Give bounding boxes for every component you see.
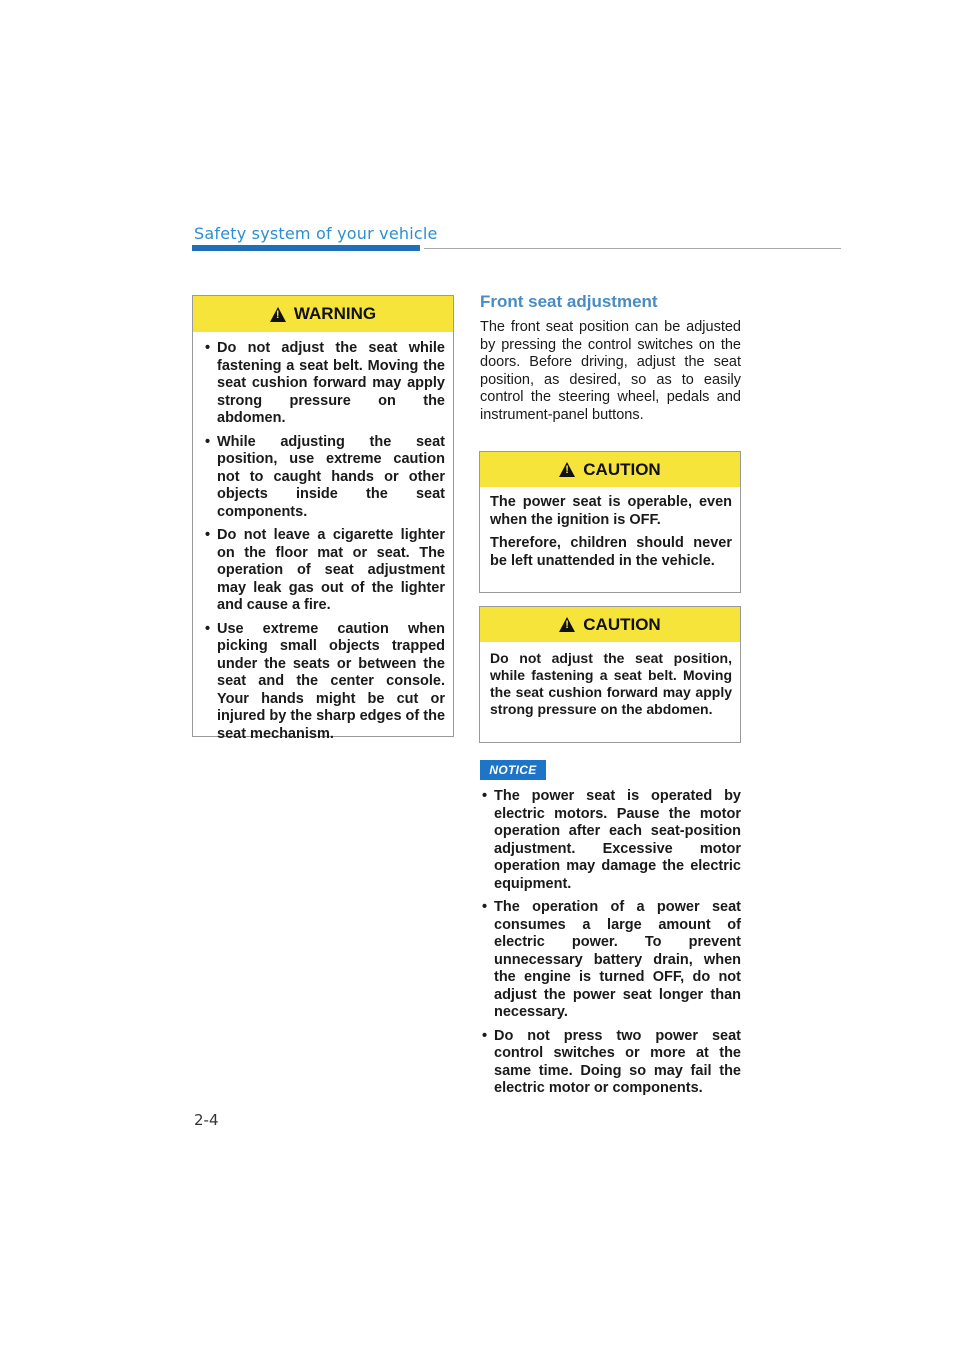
intro-paragraph: The front seat position can be adjusted by pressing the control switches on the doors. Before driving, adjust the seat position, as desired, so as to easily control the steering wheel, pedals and instrument-panel buttons. [480,319,741,423]
caution-header-2 [480,607,740,642]
list-item: • Do not adjust the seat while fastening a seat belt. Moving the seat cushion forward may apply strong pressure on the abdomen. [203,340,445,428]
caution-triangle-icon [559,617,575,632]
notice-badge: NOTICE [480,760,546,780]
section-header-title: Safety system of your vehicle [194,224,438,243]
notice-list [480,788,741,1104]
warning-header [193,296,453,332]
list-item: • The operation of a power seat consumes a large amount of electric power. To prevent unnecessary battery drain, when the engine is turned OFF, do not adjust the power seat longer than necessary. [480,899,741,1022]
caution-header-1 [480,452,740,487]
list-item: • While adjusting the seat position, use extreme caution not to caught hands or other objects inside the seat components. [203,434,445,522]
caution-title-1: CAUTION [583,459,661,479]
page-number: 2-4 [194,1111,219,1129]
list-item: • The power seat is operated by electric motors. Pause the motor operation after each seat-position adjustment. Excessive motor operation may damage the electric equipment. [480,788,741,893]
caution-paragraph: The power seat is operable, even when the ignition is OFF. [490,494,732,528]
list-item: • Do not press two power seat control switches or more at the same time. Doing so may fail the electric motor or components. [480,1028,741,1098]
caution-body-2 [480,642,740,734]
section-title: Front seat adjustment [480,292,658,311]
list-item: • Do not leave a cigarette lighter on the floor mat or seat. The operation of seat adjustment may leak gas out of the lighter and cause a fire. [203,527,445,615]
caution-triangle-icon [559,462,575,477]
caution-box-2 [479,606,741,743]
caution-title-2: CAUTION [583,614,661,634]
warning-title: WARNING [293,304,377,323]
warning-box [192,295,454,742]
warning-triangle-icon [270,307,286,322]
caution-paragraph: Do not adjust the seat position, while fastening a seat belt. Moving the seat cushion forward may apply strong pressure on the abdomen. [490,650,732,717]
caution-body-1 [480,487,740,586]
caution-paragraph: Therefore, children should never be left unattended in the vehicle. [490,535,732,569]
list-item: • Use extreme caution when picking small objects trapped under the seats or between the seat and the center console. Your hands might be cut or injured by the sharp edges of the seat mechanism. [203,621,445,744]
header-accent-bar [192,245,420,251]
caution-box-1 [479,451,741,593]
warning-body [193,332,453,759]
header-divider [424,248,841,249]
